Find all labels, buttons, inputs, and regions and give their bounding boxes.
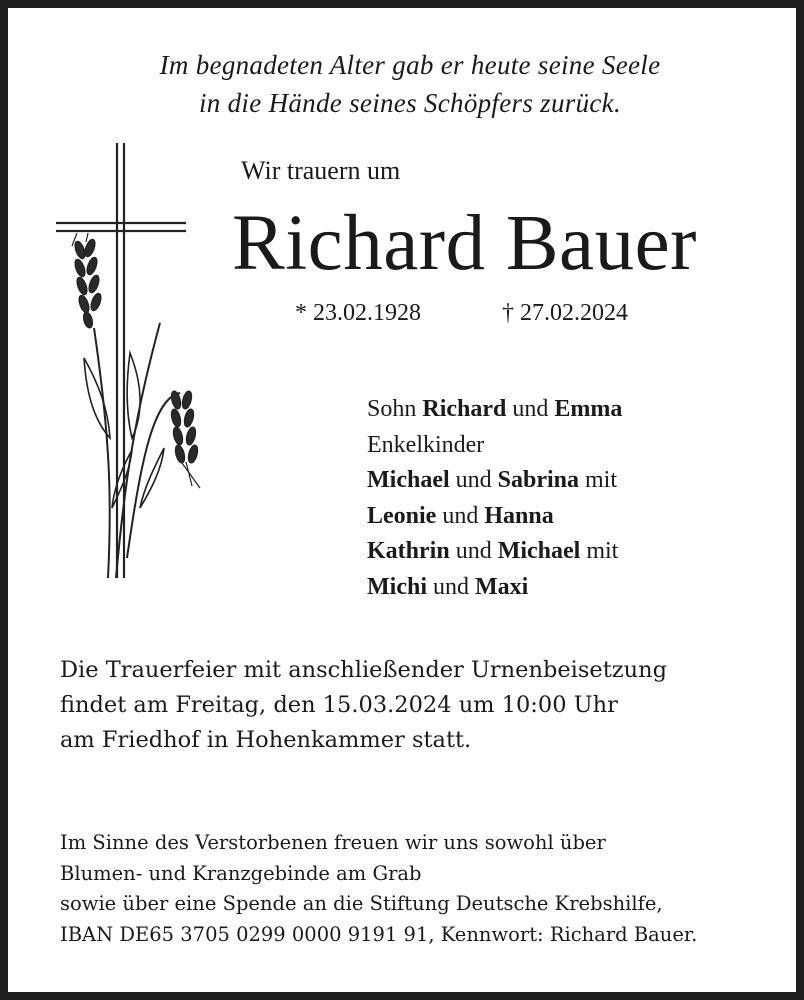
family-and: und bbox=[433, 573, 469, 600]
ceremony-line-1: Die Trauerfeier mit anschließender Urnenbeisetzung bbox=[60, 657, 668, 683]
donation-line-1: Im Sinne des Verstorbenen freuen wir uns sowohl über bbox=[60, 831, 606, 854]
ceremony-line-2: findet am Freitag, den 15.03.2024 um 10:00 Uhr bbox=[60, 692, 618, 718]
family-mit: mit bbox=[586, 538, 619, 564]
family-name: Michael bbox=[367, 467, 450, 493]
donation-line-4: IBAN DE65 3705 0299 0000 9191 91, Kennwort: Richard Bauer. bbox=[60, 922, 698, 946]
family-name: Hanna bbox=[484, 502, 554, 529]
family-line-son bbox=[367, 392, 622, 428]
donation-line-3: sowie über eine Spende an die Stiftung Deutsche Krebshilfe, bbox=[60, 892, 663, 915]
family-name: Sabrina bbox=[497, 467, 580, 493]
family-line-3 bbox=[367, 463, 622, 499]
family-son-prefix: Sohn bbox=[367, 396, 417, 422]
family-and: und bbox=[455, 538, 492, 564]
family-list bbox=[367, 392, 622, 605]
family-daughter-in-law-name: Emma bbox=[554, 396, 623, 422]
family-line-grandchildren-label: Enkelkinder bbox=[367, 431, 485, 458]
family-name: Maxi bbox=[475, 573, 529, 600]
family-name: Kathrin bbox=[367, 538, 450, 564]
donation-note bbox=[60, 828, 697, 950]
family-name: Michael bbox=[497, 538, 581, 564]
family-and: und bbox=[455, 467, 492, 493]
donation-line-2: Blumen- und Kranzgebinde am Grab bbox=[60, 861, 422, 885]
family-and: und bbox=[442, 502, 479, 529]
family-name: Leonie bbox=[367, 502, 437, 529]
motto-line-2: in die Hände seines Schöpfers zurück. bbox=[198, 88, 622, 118]
cross-with-wheat-icon bbox=[52, 138, 212, 588]
family-line-4 bbox=[367, 499, 622, 535]
family-name: Michi bbox=[367, 573, 427, 600]
deceased-name: Richard Bauer bbox=[232, 200, 697, 287]
ceremony-info bbox=[60, 653, 667, 758]
family-line-5 bbox=[367, 534, 622, 570]
ceremony-line-3: am Friedhof in Hohenkammer statt. bbox=[60, 727, 472, 753]
family-line-6 bbox=[367, 570, 622, 606]
birth-date: * 23.02.1928 bbox=[295, 300, 421, 326]
family-and: und bbox=[512, 396, 549, 422]
motto-line-1: Im begnadeten Alter gab er heute seine Seele bbox=[159, 50, 661, 80]
family-son-name: Richard bbox=[422, 396, 507, 422]
motto bbox=[8, 46, 804, 122]
family-mit: mit bbox=[585, 467, 618, 493]
intro-text: Wir trauern um bbox=[241, 156, 401, 185]
death-date: † 27.02.2024 bbox=[502, 300, 628, 326]
